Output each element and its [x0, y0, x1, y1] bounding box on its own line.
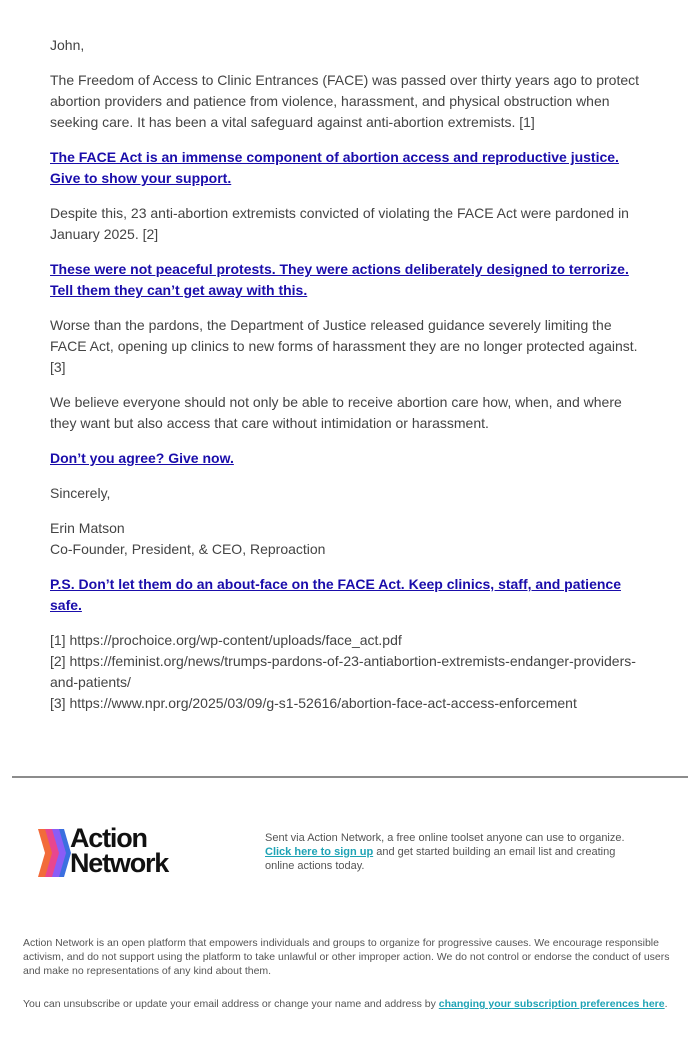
sign-up-rest-text: and get started building an email list and creating online actions today.	[265, 846, 616, 872]
give-support-link[interactable]: The FACE Act is an immense component of abortion access and reproductive justice. Give to show your support.	[50, 149, 619, 186]
signoff: Sincerely,	[50, 485, 111, 501]
greeting: John,	[50, 37, 85, 53]
email-body	[50, 35, 650, 714]
paragraph-belief: We believe everyone should not only be able to receive abortion care how, when, and where they want but also access that care without intimidation or harassment.	[50, 394, 622, 431]
sent-via-notice	[265, 831, 645, 873]
reference-3: [3] https://www.npr.org/2025/03/09/g-s1-52616/abortion-face-act-access-enforcement	[50, 695, 577, 711]
paragraph-face-history: The Freedom of Access to Clinic Entrances (FACE) was passed over thirty years ago to protect abortion providers and patience from violence, harassment, and physical obstruction when seeking care. It has been a vital safeguard against anti-abortion extremists. [1]	[50, 72, 640, 130]
action-network-logo	[38, 823, 198, 880]
logo-line-network: Network	[70, 848, 169, 878]
subscription-preferences-link[interactable]: changing your subscription preferences here	[438, 998, 665, 1010]
ps-link[interactable]: P.S. Don’t let them do an about-face on the FACE Act. Keep clinics, staff, and patience safe.	[50, 576, 621, 613]
ps-paragraph	[50, 574, 650, 616]
reference-2: [2] https://feminist.org/news/trumps-pardons-of-23-antiabortion-extremists-endanger-providers-and-patients/	[50, 653, 636, 690]
link-paragraph-2	[50, 259, 650, 301]
logo-line-action: Action	[70, 823, 147, 853]
tell-them-link[interactable]: These were not peaceful protests. They were actions deliberately designed to terrorize. Tell them they can’t get away with this.	[50, 261, 629, 298]
reference-1: [1] https://prochoice.org/wp-content/uploads/face_act.pdf	[50, 632, 402, 648]
paragraph-pardons: Despite this, 23 anti-abortion extremists convicted of violating the FACE Act were pardoned in January 2025. [2]	[50, 205, 629, 242]
unsubscribe-notice	[23, 997, 683, 1011]
unsubscribe-text: You can unsubscribe or update your email address or change your name and address by	[23, 998, 439, 1010]
paragraph-doj-guidance: Worse than the pardons, the Department of Justice released guidance severely limiting the FACE Act, opening up clinics to new forms of harassment they are no longer protected against. [3]	[50, 317, 638, 375]
signer-title: Co-Founder, President, & CEO, Reproaction	[50, 541, 326, 557]
footer-divider	[12, 776, 688, 778]
sign-up-link[interactable]: Click here to sign up	[265, 846, 374, 858]
platform-disclaimer: Action Network is an open platform that empowers individuals and groups to organize for progressive causes. We encourage responsible activism, and do not support using the platform to take unlawful or other improper action. We do not control or endorse the conduct of users and make no representations of any kind about them.	[23, 937, 670, 977]
sent-via-text: Sent via Action Network, a free online toolset anyone can use to organize.	[265, 832, 625, 844]
unsubscribe-end: .	[664, 998, 668, 1010]
logo-chevrons-icon	[38, 829, 72, 877]
give-now-link[interactable]: Don’t you agree? Give now.	[50, 450, 234, 466]
link-paragraph-3	[50, 448, 650, 469]
signer-name: Erin Matson	[50, 520, 125, 536]
logo-wordmark	[70, 823, 169, 878]
link-paragraph-1	[50, 147, 650, 189]
